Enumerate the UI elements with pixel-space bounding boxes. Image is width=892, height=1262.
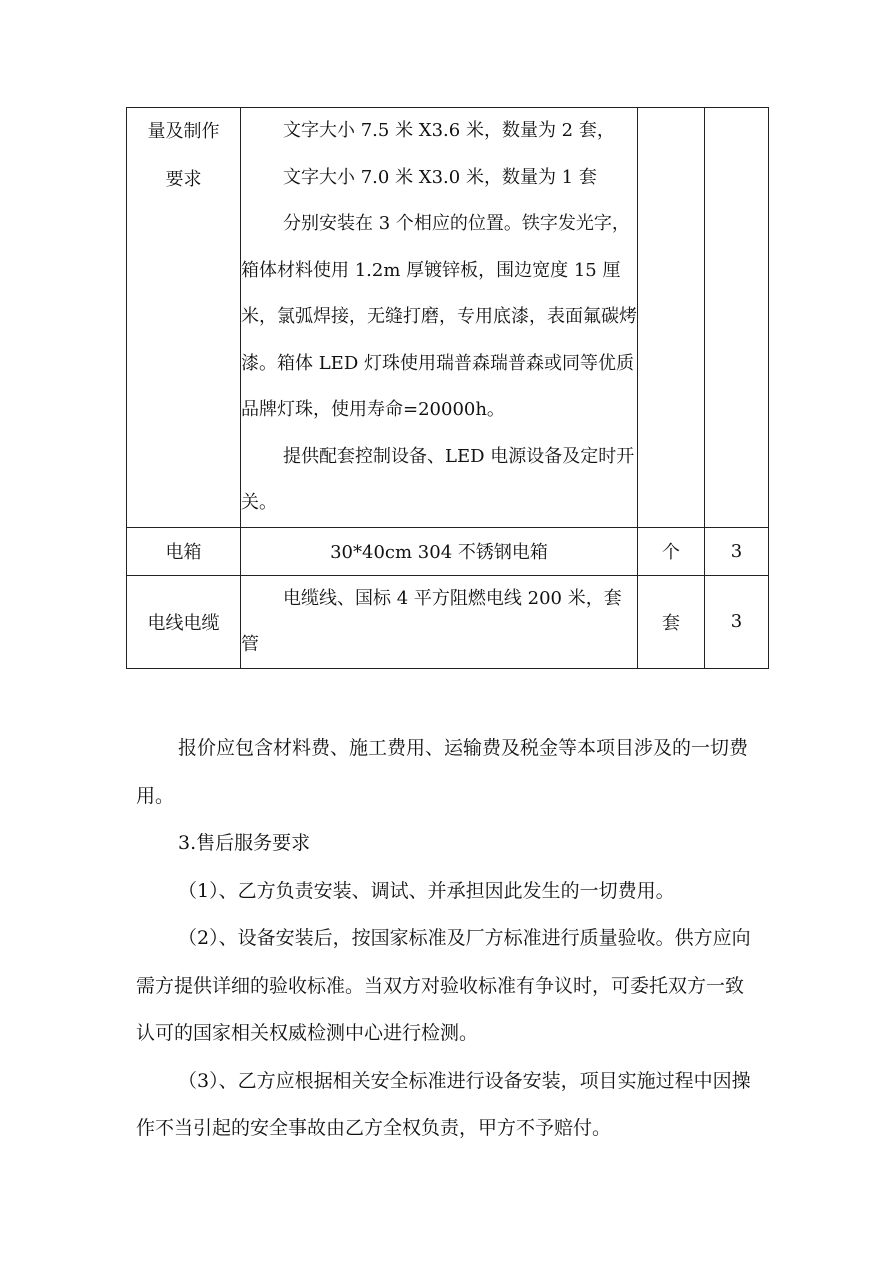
item-name-line: 量及制作 (147, 121, 220, 142)
item-name-cell (127, 108, 241, 528)
paragraph-pricing: 报价应包含材料费、施工费用、运输费及税金等本项目涉及的一切费用。 (136, 737, 749, 807)
item-name-line: 要求 (165, 169, 202, 190)
quantity-cell: 3 (705, 575, 769, 668)
item-description-cell: 30*40cm 304 不锈钢电箱 (241, 527, 638, 575)
table-row (127, 108, 769, 528)
item-name-cell: 电线电缆 (127, 575, 241, 668)
quantity-cell: 3 (705, 527, 769, 575)
description-line: 文字大小 7.5 米 X3.6 米，数量为 2 套， (283, 120, 615, 141)
description-paragraph: 电缆线、国标 4 平方阻燃电线 200 米，套管 (241, 587, 622, 655)
section-heading: 3.售后服务要求 (178, 832, 311, 854)
paragraph-item-2: （2）、设备安装后，按国家标准及厂方标准进行质量验收。供方应向需方提供详细的验收标准。当双方对验收标准有争议时，可委托双方一致认可的国家相关权威检测中心进行检测。 (136, 927, 751, 1044)
quantity-cell (705, 108, 769, 528)
spec-table (126, 107, 769, 669)
unit-cell: 个 (638, 527, 705, 575)
item-description-cell (241, 575, 638, 668)
description-line: 文字大小 7.0 米 X3.0 米，数量为 1 套 (283, 166, 597, 188)
description-paragraph: 分别安装在 3 个相应的位置。铁字发光字，箱体材料使用 1.2m 厚镀锌板，围边宽度 15 厘米，氯弧焊接，无缝打磨，专用底漆，表面氟碳烤漆。箱体 LED 灯珠使用瑞普森瑞普森或同等优质品牌灯珠，使用寿命=20000h。 (241, 213, 637, 420)
body-text (136, 725, 761, 1153)
item-description-cell (241, 108, 638, 528)
unit-cell (638, 108, 705, 528)
paragraph-item-1: （1）、乙方负责安装、调试、并承担因此发生的一切费用。 (178, 879, 675, 902)
item-name-cell: 电箱 (127, 527, 241, 575)
description-paragraph: 提供配套控制设备、LED 电源设备及定时开关。 (241, 445, 635, 513)
table-row (127, 527, 769, 575)
unit-cell: 套 (638, 575, 705, 668)
table-row (127, 575, 769, 668)
paragraph-item-3: （3）、乙方应根据相关安全标准进行设备安装，项目实施过程中因操作不当引起的安全事故由乙方全权负责，甲方不予赔付。 (136, 1069, 751, 1139)
